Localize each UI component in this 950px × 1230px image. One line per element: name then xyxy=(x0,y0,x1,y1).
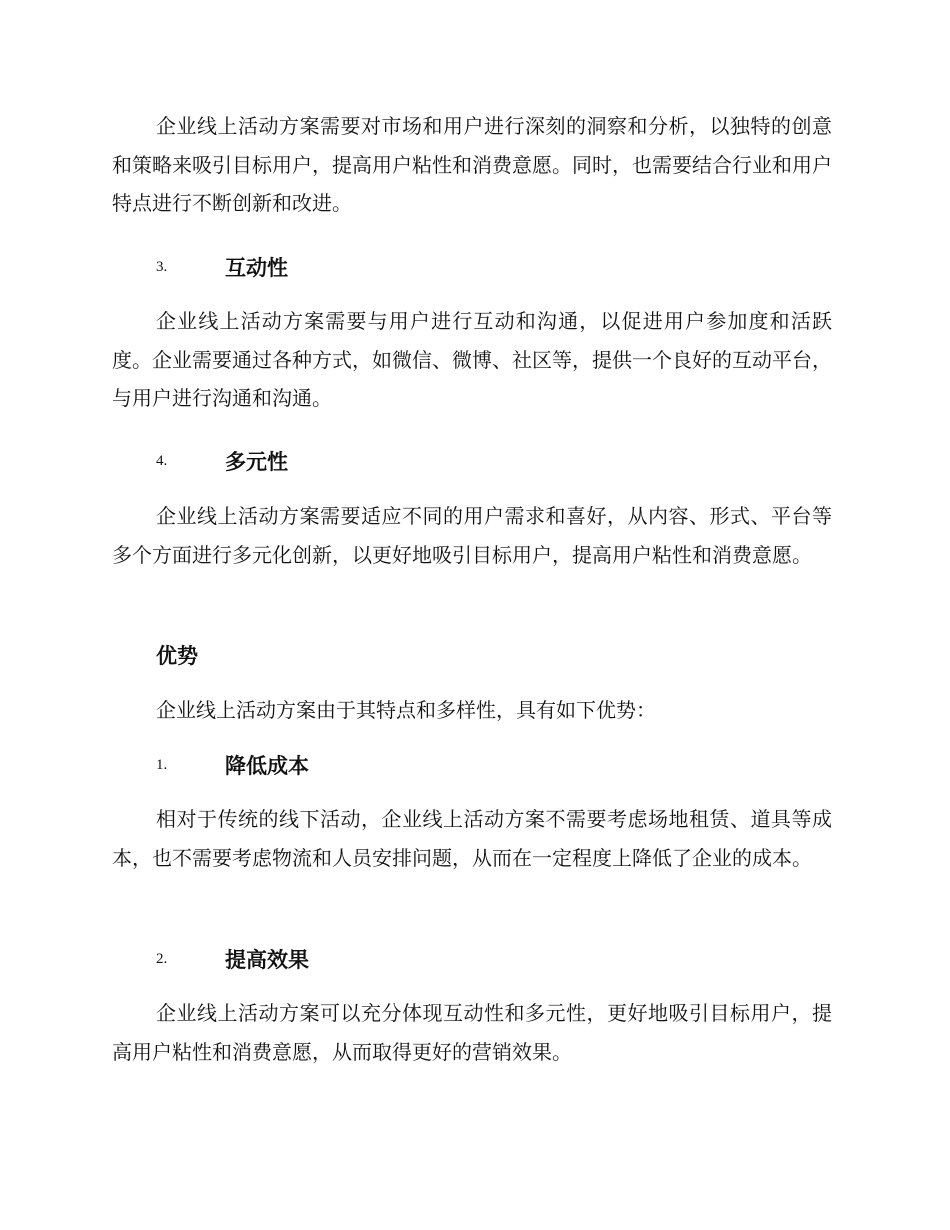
heading-number: 3. xyxy=(156,258,168,275)
paragraph-reduce-cost: 相对于传统的线下活动，企业线上活动方案不需要考虑场地租赁、道具等成本，也不需要考虑物流和人员安排问题，从而在一定程度上降低了企业的成本。 xyxy=(112,807,832,870)
heading-number: 1. xyxy=(156,756,168,773)
paragraph-improve-effect: 企业线上活动方案可以充分体现互动性和多元性，更好地吸引目标用户，提高用户粘性和消费意愿，从而取得更好的营销效果。 xyxy=(112,1001,832,1064)
paragraph-diversity: 企业线上活动方案需要适应不同的用户需求和喜好，从内容、形式、平台等多个方面进行多元化创新，以更好地吸引目标用户，提高用户粘性和消费意愿。 xyxy=(112,504,832,567)
heading-interactivity xyxy=(156,250,288,284)
heading-reduce-cost xyxy=(156,748,309,782)
heading-number: 2. xyxy=(156,950,168,967)
heading-title: 提高效果 xyxy=(225,948,309,972)
heading-title: 降低成本 xyxy=(225,754,309,778)
heading-diversity xyxy=(156,444,288,478)
heading-improve-effect xyxy=(156,942,309,976)
heading-title: 多元性 xyxy=(225,450,288,474)
paragraph-interactivity: 企业线上活动方案需要与用户进行互动和沟通，以促进用户参加度和活跃度。企业需要通过各种方式，如微信、微博、社区等，提供一个良好的互动平台，与用户进行沟通和沟通。 xyxy=(112,309,832,410)
paragraph-advantages-intro: 企业线上活动方案由于其特点和多样性，具有如下优势： xyxy=(156,698,656,722)
section-title-advantages: 优势 xyxy=(156,644,198,668)
heading-number: 4. xyxy=(156,452,168,469)
paragraph-innovation: 企业线上活动方案需要对市场和用户进行深刻的洞察和分析，以独特的创意和策略来吸引目标用户，提高用户粘性和消费意愿。同时，也需要结合行业和用户特点进行不断创新和改进。 xyxy=(112,114,832,215)
heading-title: 互动性 xyxy=(225,256,288,280)
